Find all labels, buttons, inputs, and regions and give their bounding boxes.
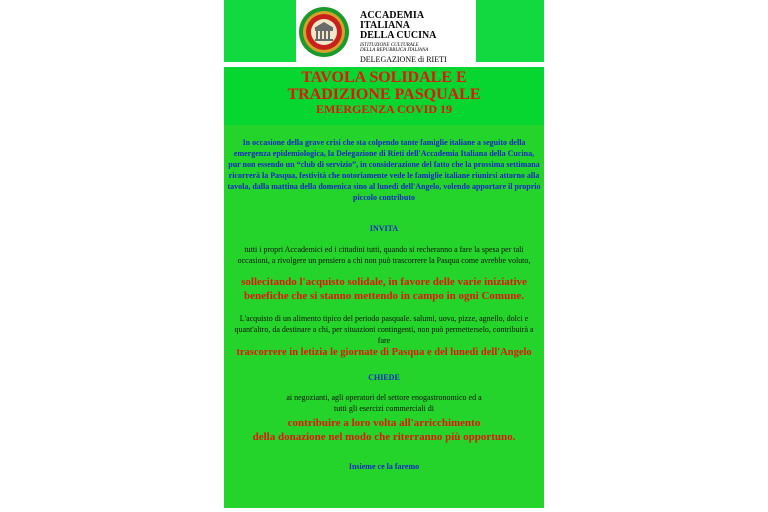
ask-paragraph: ai negozianti, agli operatori del settore enogastronomico ed a tutti gli esercizi commerciali di (286, 393, 482, 413)
accademia-seal-icon (298, 6, 350, 58)
invita-heading: INVITA (369, 224, 399, 233)
delegation-name: DELEGAZIONE di RIETI (360, 55, 447, 64)
invite-highlight: sollecitando l'acquisto solidale, in favore delle varie iniziative benefiche che si stanno mettendo in campo in ogni Comune. (241, 276, 527, 302)
organization-name (360, 11, 476, 64)
org-line-4: DELLA REPUBBLICA ITALIANA (360, 48, 429, 53)
header (224, 0, 544, 62)
intro-paragraph: In occasione della grave crisi che sta colpendo tante famiglie italiane a seguito della emergenza epidemiologica, la Delegazione di Rieti dell'Accademia Italiana della Cucina, pur non essendo un “club di servizio”, in considerazione del fatto che la prossima settimana ricorrerà la Pasqua, festività che notoriamente vede le famiglie italiane riunirsi attorno alla tavola, dalla mattina della domenica sino al lunedì dell'Angelo, volendo apportare il proprio piccolo contributo (227, 138, 541, 202)
invite-paragraph: tutti i propri Accademici ed i cittadini tutti, quando si recheranno a fare la spesa per tali occasioni, a rivolgere un pensiero a chi non può trascorrere la Pasqua come avrebbe voluto, (237, 245, 531, 265)
title-box (224, 67, 544, 125)
purchase-paragraph: L'acquisto di un alimento tipico del periodo pasquale. salumi, uova, pizze, agnello, dolci e quant'altro, da destinare a chi, per situazioni contingenti, non può permetterselo, contribuirà a fare (234, 314, 534, 345)
org-line-3: ISTITUZIONE CULTURALE (360, 43, 419, 48)
org-line-1: ACCADEMIA ITALIANA (360, 10, 424, 31)
closing-line: Insieme ce la faremo (348, 462, 420, 471)
title-line-2: TRADIZIONE PASQUALE (287, 86, 481, 103)
ask-highlight-2: della donazione nel modo che riterranno più opportuno. (252, 431, 516, 443)
title-line-1: TAVOLA SOLIDALE E (301, 69, 467, 86)
header-green-left (224, 0, 296, 62)
chiede-heading: CHIEDE (368, 373, 400, 382)
header-white-panel (296, 0, 476, 62)
body-box (224, 125, 544, 508)
org-line-2: DELLA CUCINA (360, 30, 437, 41)
purchase-highlight: trascorrere in letizia le giornate di Pasqua e del lunedì dell'Angelo (236, 347, 532, 358)
ask-highlight-1: contribuire a loro volta all'arricchimento (287, 417, 481, 429)
header-green-right (476, 0, 544, 62)
title-line-3: EMERGENZA COVID 19 (315, 102, 452, 116)
poster (224, 0, 544, 508)
